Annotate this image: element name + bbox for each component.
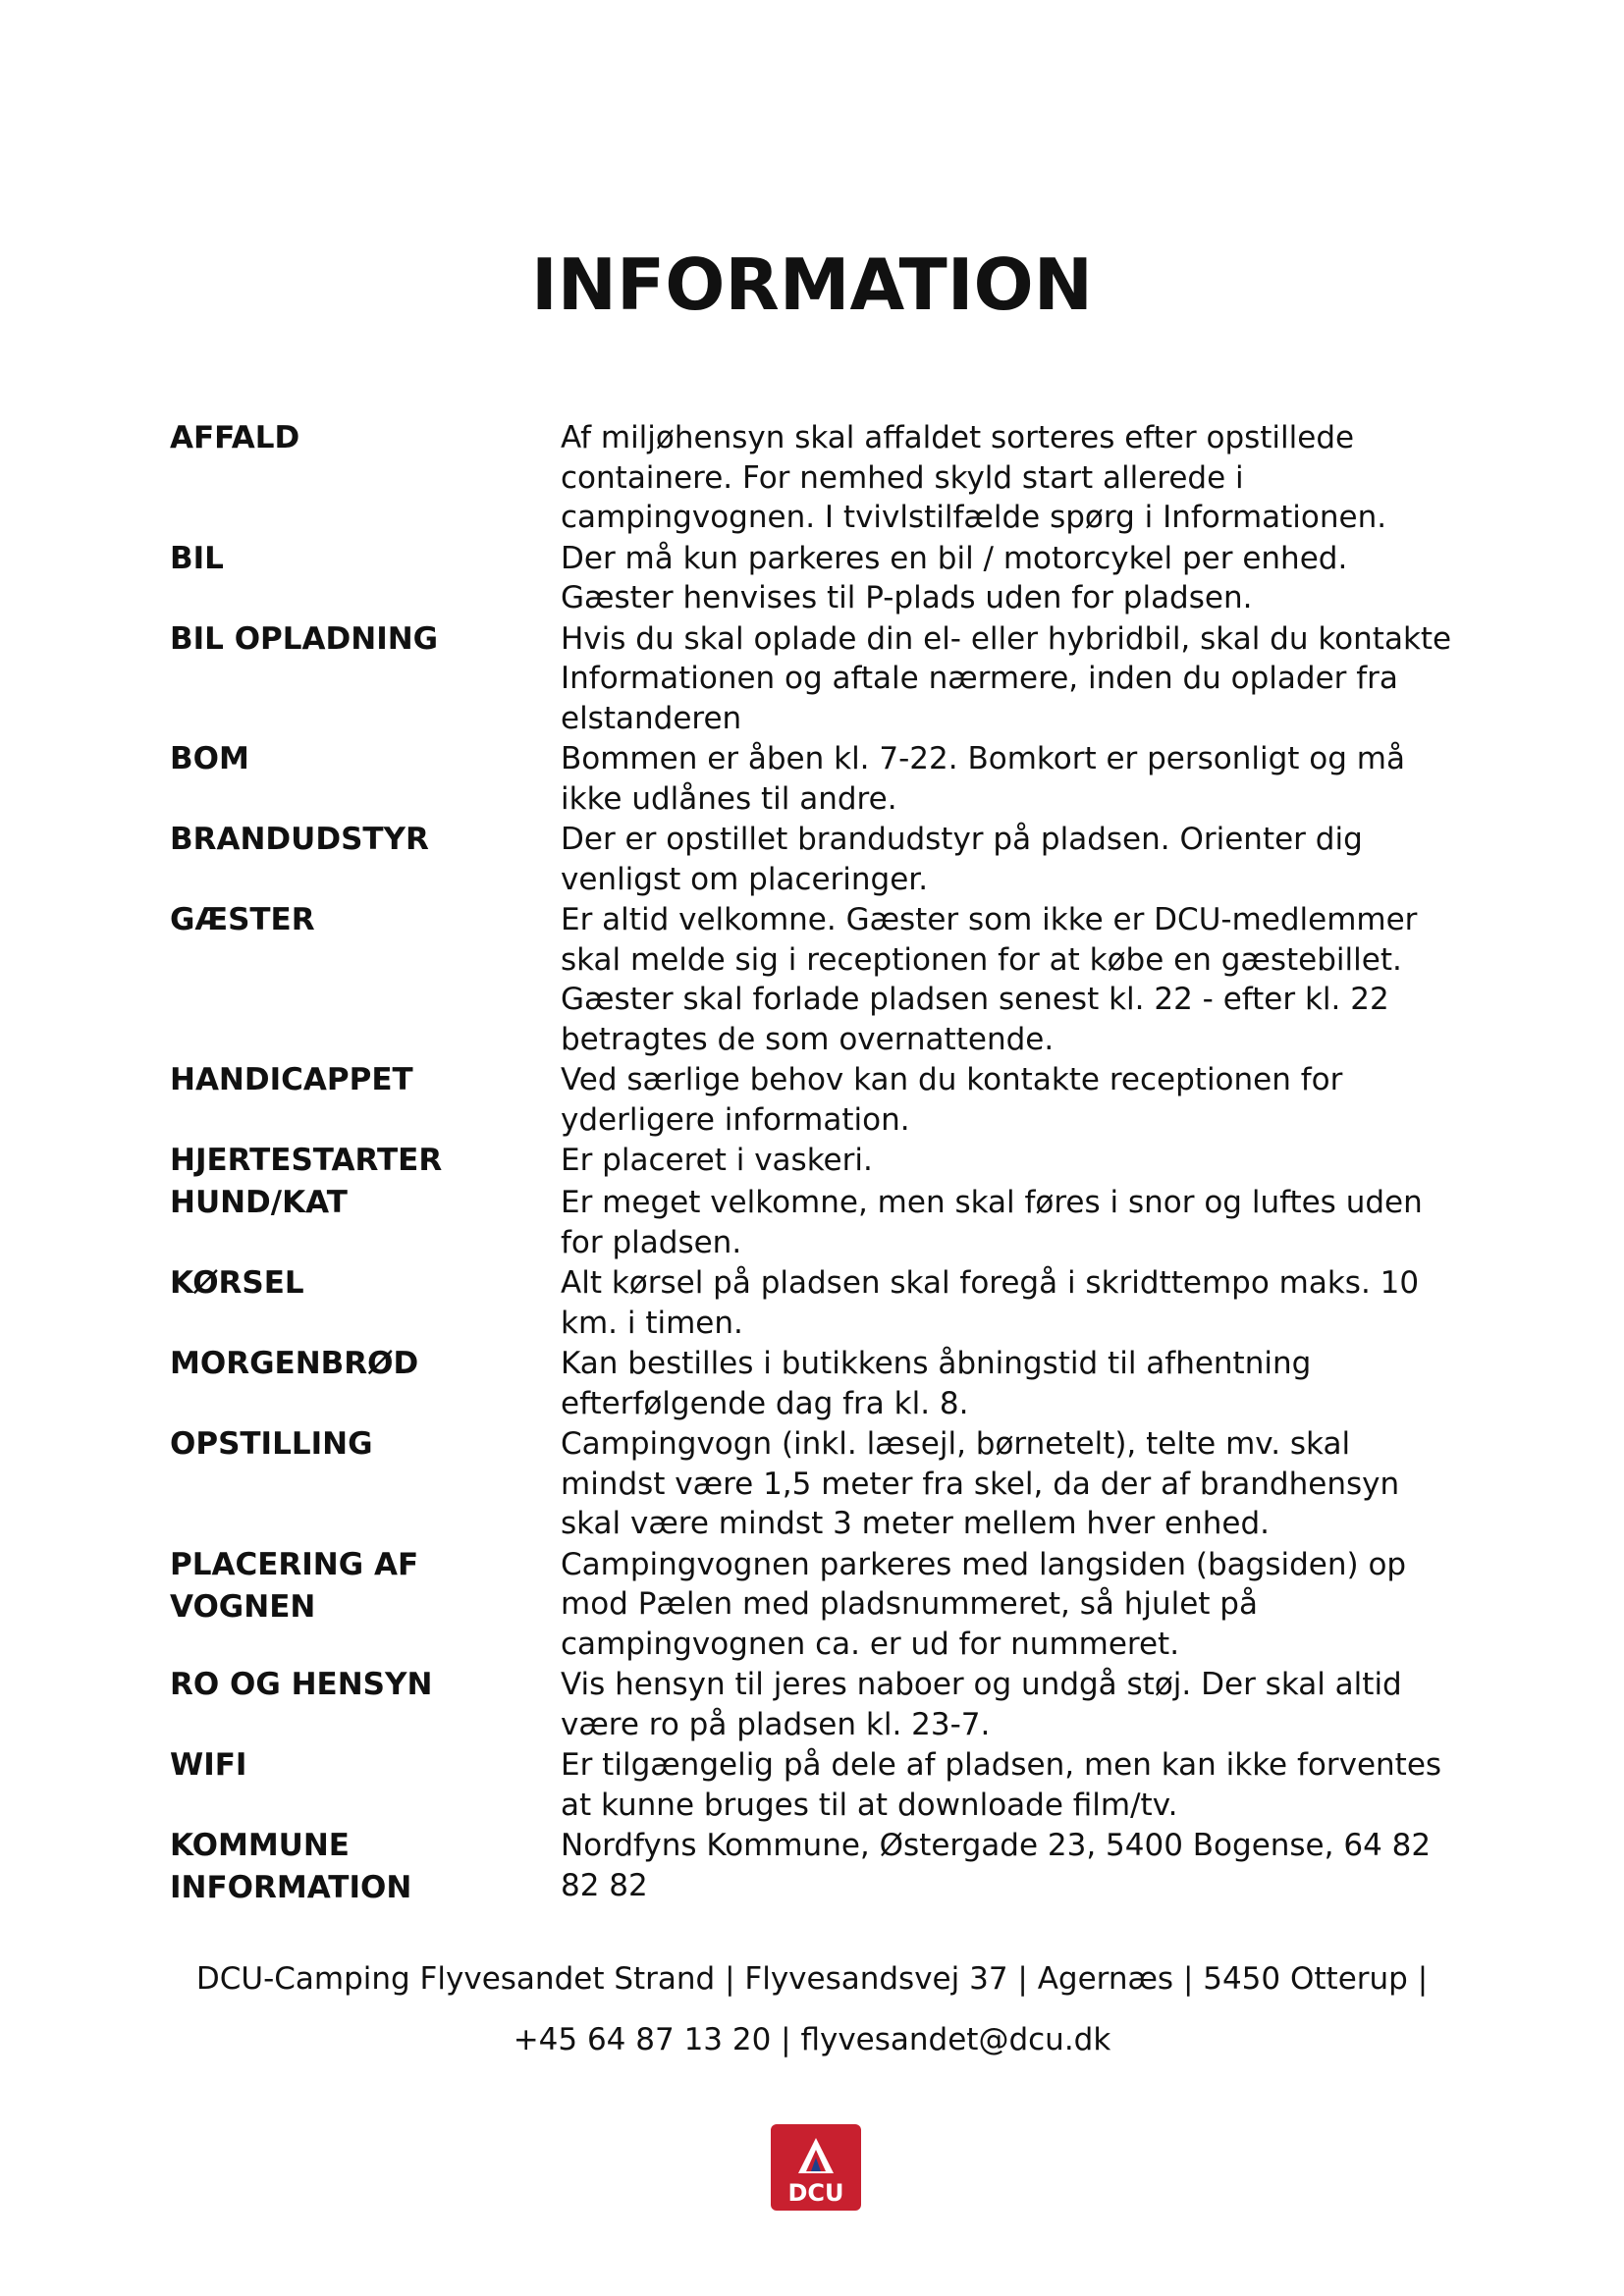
info-description: Vis hensyn til jeres naboer og undgå støj. Der skal altid være ro på pladsen kl. 23-7. xyxy=(561,1667,1402,1742)
info-description: Campingvogn (inkl. læsejl, børnetelt), telte mv. skal mindst være 1,5 meter fra skel, da der af brandhensyn skal være mindst 3 meter mellem hver enhed. xyxy=(561,1426,1400,1541)
logo-text: DCU xyxy=(787,2179,844,2207)
info-term: BIL OPLADNING xyxy=(170,620,439,657)
info-term: BRANDUDSTYR xyxy=(170,822,429,857)
info-row xyxy=(170,1423,1486,1544)
info-term: HJERTESTARTER xyxy=(170,1143,443,1178)
info-row xyxy=(170,1262,1486,1343)
info-row xyxy=(170,819,1486,899)
info-term: HUND/KAT xyxy=(170,1185,348,1220)
info-description: Er meget velkomne, men skal føres i snor og luftes uden for pladsen. xyxy=(561,1185,1423,1260)
info-row xyxy=(170,1544,1486,1665)
info-term: RO OG HENSYN xyxy=(170,1667,433,1702)
info-term: KOMMUNE INFORMATION xyxy=(170,1828,412,1905)
info-description: Er altid velkomne. Gæster som ikke er DCU-medlemmer skal melde sig i receptionen for at købe en gæstebillet. Gæster skal forlade pladsen senest kl. 22 - efter kl. 22 betragtes de som overnattende. xyxy=(561,902,1418,1057)
info-description: Ved særlige behov kan du kontakte receptionen for yderligere information. xyxy=(561,1062,1343,1138)
info-description: Kan bestilles i butikkens åbningstid til afhentning efterfølgende dag fra kl. 8. xyxy=(561,1346,1312,1421)
info-row xyxy=(170,738,1486,819)
info-row xyxy=(170,417,1486,538)
info-term: WIFI xyxy=(170,1747,247,1783)
info-row xyxy=(170,899,1486,1059)
info-term: MORGENBRØD xyxy=(170,1346,419,1381)
info-row xyxy=(170,1140,1486,1182)
info-term: BIL xyxy=(170,540,224,576)
info-term: HANDICAPPET xyxy=(170,1062,413,1097)
info-list xyxy=(170,417,1486,1909)
page-title: INFORMATION xyxy=(530,243,1094,326)
info-row xyxy=(170,1744,1486,1825)
info-description: Campingvognen parkeres med langsiden (bagsiden) op mod Pælen med pladsnummeret, så hjulet på campingvognen ca. er ud for nummeret. xyxy=(561,1546,1407,1662)
info-term: AFFALD xyxy=(170,420,300,455)
info-term: BOM xyxy=(170,741,249,776)
info-description: Der må kun parkeres en bil / motorcykel per enhed. Gæster henvises til P-plads uden for pladsen. xyxy=(561,540,1348,615)
footer-address: DCU-Camping Flyvesandet Strand | Flyvesandsvej 37 | Agernæs | 5450 Otterup | xyxy=(195,1961,1429,1997)
info-description: Nordfyns Kommune, Østergade 23, 5400 Bogense, 64 82 82 82 xyxy=(561,1828,1432,1903)
info-row xyxy=(170,1664,1486,1744)
info-description: Der er opstillet brandudstyr på pladsen. Orienter dig venligst om placeringer. xyxy=(561,822,1363,897)
info-row xyxy=(170,1825,1486,1909)
info-term: OPSTILLING xyxy=(170,1426,373,1462)
info-description: Af miljøhensyn skal affaldet sorteres efter opstillede containere. For nemhed skyld start allerede i campingvognen. I tvivlstilfælde spørg i Informationen. xyxy=(561,420,1387,535)
info-term: GÆSTER xyxy=(170,902,315,937)
info-description: Er tilgængelig på dele af pladsen, men kan ikke forventes at kunne bruges til at downloade film/tv. xyxy=(561,1747,1442,1823)
info-term: PLACERING AF VOGNEN xyxy=(170,1546,419,1625)
info-row xyxy=(170,618,1486,739)
info-description: Bommen er åben kl. 7-22. Bomkort er personligt og må ikke udlånes til andre. xyxy=(561,741,1405,817)
info-term: KØRSEL xyxy=(170,1265,304,1301)
info-description: Alt kørsel på pladsen skal foregå i skridttempo maks. 10 km. i timen. xyxy=(561,1265,1420,1341)
info-row xyxy=(170,1343,1486,1423)
info-description: Hvis du skal oplade din el- eller hybridbil, skal du kontakte Informationen og aftale nærmere, inden du oplader fra elstanderen xyxy=(561,620,1452,736)
info-description: Er placeret i vaskeri. xyxy=(561,1143,873,1178)
footer-contact: +45 64 87 13 20 | flyvesandet@dcu.dk xyxy=(513,2022,1111,2057)
dcu-logo xyxy=(771,2124,861,2211)
info-row xyxy=(170,538,1486,618)
info-row xyxy=(170,1059,1486,1140)
info-row xyxy=(170,1182,1486,1262)
